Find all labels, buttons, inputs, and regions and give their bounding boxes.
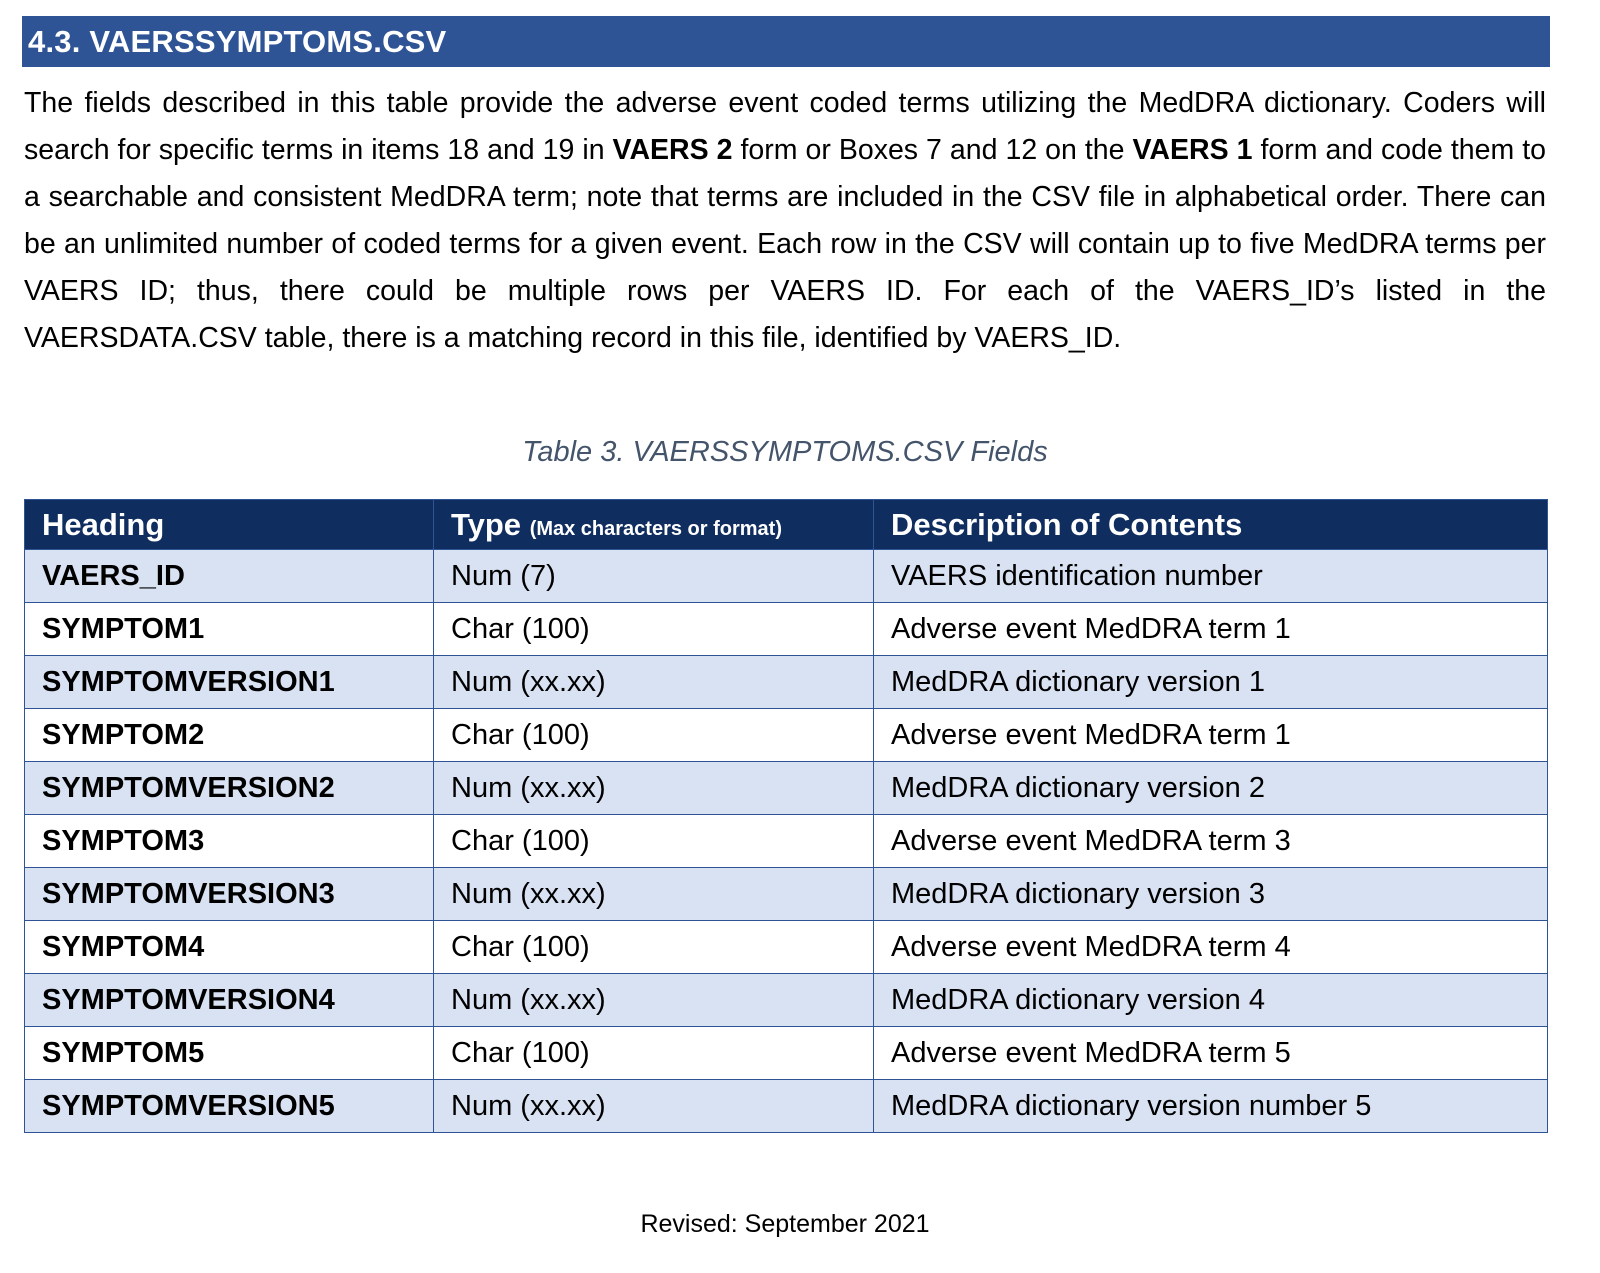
section-header [22,16,1550,67]
intro-text-3: form and code them to a searchable and consistent MedDRA term; note that terms are included in the CSV file in alphabetical order. There can be an unlimited number of coded terms for a given event. Each row in the CSV will contain up to five MedDRA terms per VAERS ID; thus, there could be multiple rows per VAERS ID. For each of the VAERS_ID’s listed in the VAERSDATA.CSV table, there is a matching record in this file, identified by VAERS_ID. [24,134,1546,354]
intro-text-2: form or Boxes 7 and 12 on the [732,134,1133,166]
revision-footer: Revised: September 2021 [640,1210,930,1238]
cell-description: MedDRA dictionary version 1 [874,656,1548,709]
intro-text-1: The fields described in this table provide the adverse event coded terms utilizing the MedDRA dictionary. Coders will search for specific terms in items 18 and 19 in [24,87,1546,166]
table-row [25,1080,1548,1133]
cell-description: Adverse event MedDRA term 1 [874,709,1548,762]
cell-type: Num (xx.xx) [434,762,874,815]
cell-type: Num (xx.xx) [434,656,874,709]
table-row [25,1027,1548,1080]
cell-heading: SYMPTOMVERSION1 [25,656,434,709]
table-caption: Table 3. VAERSSYMPTOMS.CSV Fields [522,436,1048,468]
section-title: 4.3. VAERSSYMPTOMS.CSV [28,23,447,59]
cell-description: VAERS identification number [874,550,1548,603]
cell-description: MedDRA dictionary version 2 [874,762,1548,815]
cell-description: MedDRA dictionary version 4 [874,974,1548,1027]
cell-type: Char (100) [434,815,874,868]
cell-type: Char (100) [434,603,874,656]
cell-type: Num (xx.xx) [434,1080,874,1133]
column-header-heading: Heading [25,500,434,550]
cell-description: Adverse event MedDRA term 5 [874,1027,1548,1080]
cell-type: Char (100) [434,1027,874,1080]
cell-type: Num (xx.xx) [434,974,874,1027]
cell-heading: SYMPTOMVERSION5 [25,1080,434,1133]
cell-heading: VAERS_ID [25,550,434,603]
cell-heading: SYMPTOM4 [25,921,434,974]
cell-heading: SYMPTOM2 [25,709,434,762]
table-row [25,974,1548,1027]
table-header-row [25,500,1548,550]
fields-table [24,499,1548,1133]
table-row [25,762,1548,815]
cell-type: Num (xx.xx) [434,868,874,921]
table-row [25,603,1548,656]
column-header-type-label: Type [451,506,522,542]
table-row [25,815,1548,868]
cell-description: Adverse event MedDRA term 1 [874,603,1548,656]
cell-heading: SYMPTOMVERSION2 [25,762,434,815]
cell-heading: SYMPTOM3 [25,815,434,868]
cell-description: MedDRA dictionary version number 5 [874,1080,1548,1133]
intro-bold-2: VAERS 1 [1132,134,1253,166]
table-row [25,550,1548,603]
column-header-type-note: (Max characters or format) [529,517,782,540]
table-row [25,709,1548,762]
cell-description: MedDRA dictionary version 3 [874,868,1548,921]
intro-bold-1: VAERS 2 [612,134,733,166]
table-row [25,921,1548,974]
cell-type: Char (100) [434,921,874,974]
intro-paragraph [24,80,1546,362]
cell-heading: SYMPTOM5 [25,1027,434,1080]
cell-type: Num (7) [434,550,874,603]
cell-heading: SYMPTOM1 [25,603,434,656]
column-header-type [434,500,874,550]
table-row [25,656,1548,709]
table-row [25,868,1548,921]
cell-description: Adverse event MedDRA term 3 [874,815,1548,868]
cell-heading: SYMPTOMVERSION3 [25,868,434,921]
column-header-description: Description of Contents [874,500,1548,550]
cell-description: Adverse event MedDRA term 4 [874,921,1548,974]
cell-heading: SYMPTOMVERSION4 [25,974,434,1027]
cell-type: Char (100) [434,709,874,762]
